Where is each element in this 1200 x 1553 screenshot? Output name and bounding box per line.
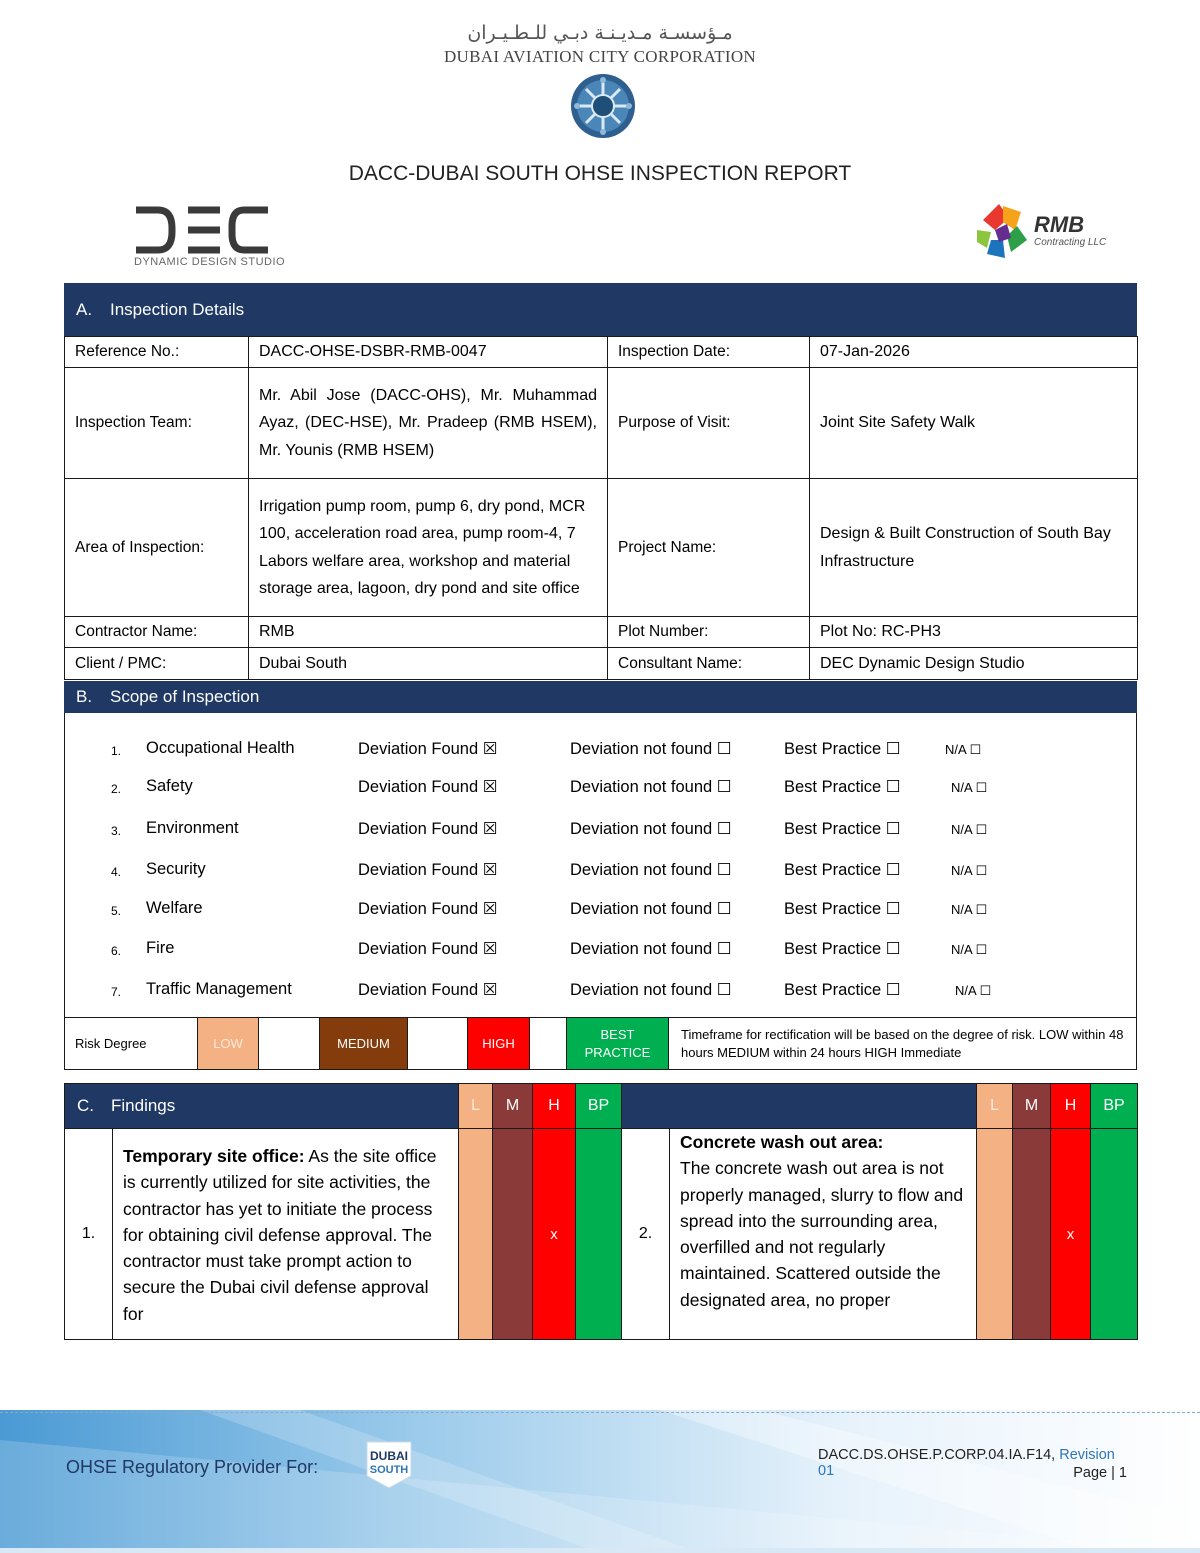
na-checkbox[interactable]: N/A ☐	[951, 822, 988, 837]
scope-category: Environment	[146, 819, 239, 837]
finding-high-mark: x	[533, 1129, 576, 1340]
na-checkbox[interactable]: N/A ☐	[951, 780, 988, 795]
plot-label: Plot Number:	[608, 617, 810, 648]
area-value: Irrigation pump room, pump 6, dry pond, MCR 100, acceleration road area, pump room-4, 7 Labors welfare area, workshop and material storage area, lagoon, dry pond and site office	[249, 479, 608, 617]
contractor-value: RMB	[249, 617, 608, 648]
risk-medium-spacer	[407, 1018, 467, 1069]
risk-high-badge: HIGH	[467, 1018, 529, 1069]
scope-category: Traffic Management	[146, 980, 292, 998]
badge-line1: DUBAI	[370, 1449, 408, 1463]
scope-number: 4.	[111, 865, 122, 879]
report-title: DACC-DUBAI SOUTH OHSE INSPECTION REPORT	[348, 162, 852, 185]
best-practice-checkbox[interactable]: Best Practice ☐	[784, 900, 901, 918]
risk-high-spacer	[529, 1018, 566, 1069]
finding-text: The concrete wash out area is not properly managed, slurry to flow and spread into the surrounding area, overfilled and not regularly maintained. Scattered outside the designated area, no proper	[680, 1158, 964, 1310]
section-c-title: Findings	[111, 1096, 176, 1115]
deviation-not-found-checkbox[interactable]: Deviation not found ☐	[570, 981, 732, 999]
purpose-label: Purpose of Visit:	[608, 368, 810, 479]
deviation-not-found-checkbox[interactable]: Deviation not found ☐	[570, 778, 732, 796]
project-label: Project Name:	[608, 479, 810, 617]
finding-high-mark: x	[1051, 1129, 1091, 1340]
finding-description	[113, 1129, 459, 1340]
section-a-letter: A.	[76, 300, 93, 319]
table-row	[65, 1129, 1138, 1340]
finding-number: 1.	[65, 1129, 113, 1340]
finding-number: 2.	[622, 1129, 670, 1340]
deviation-found-checkbox[interactable]: Deviation Found ☒	[358, 740, 498, 758]
organization-name: DUBAI AVIATION CITY CORPORATION	[443, 47, 756, 66]
best-practice-line1: BEST	[600, 1026, 635, 1042]
scope-category: Security	[146, 860, 206, 878]
finding-description	[670, 1129, 977, 1340]
col-low-header: L	[977, 1084, 1013, 1129]
purpose-value: Joint Site Safety Walk	[810, 368, 1138, 479]
badge-line2: SOUTH	[369, 1464, 409, 1476]
best-practice-checkbox[interactable]: Best Practice ☐	[784, 740, 901, 758]
deviation-found-checkbox[interactable]: Deviation Found ☒	[358, 820, 498, 838]
col-medium-header: M	[493, 1084, 533, 1129]
finding-heading: Concrete wash out area:	[680, 1132, 884, 1152]
deviation-found-checkbox[interactable]: Deviation Found ☒	[358, 778, 498, 796]
col-high-header: H	[533, 1084, 576, 1129]
finding-low-cell	[977, 1129, 1013, 1340]
rmb-logo-icon	[973, 196, 1031, 264]
rectification-timeframe-note: Timeframe for rectification will be based on the degree of risk. LOW within 48 hours MEDIUM within 24 hours HIGH Immediate	[668, 1018, 1136, 1069]
risk-low-spacer	[258, 1018, 319, 1069]
document-code: DACC.DS.OHSE.P.CORP.04.IA.F14,	[818, 1447, 1056, 1463]
inspection-team-value: Mr. Abil Jose (DACC-OHS), Mr. Muhammad Ayaz, (DEC-HSE), Mr. Pradeep (RMB HSEM), Mr. Younis (RMB HSEM)	[249, 368, 608, 479]
col-low-header: L	[459, 1084, 493, 1129]
deviation-found-checkbox[interactable]: Deviation Found ☒	[358, 900, 498, 918]
scope-number: 1.	[111, 744, 122, 758]
scope-number: 5.	[111, 904, 122, 918]
plot-value: Plot No: RC-PH3	[810, 617, 1138, 648]
dec-logo-subtitle: DYNAMIC DESIGN STUDIO	[134, 256, 286, 268]
best-practice-checkbox[interactable]: Best Practice ☐	[784, 981, 901, 999]
na-checkbox[interactable]: N/A ☐	[951, 863, 988, 878]
dubai-south-logo-icon	[363, 1438, 415, 1490]
scope-category: Safety	[146, 777, 193, 795]
reference-label: Reference No.:	[65, 337, 249, 368]
risk-best-practice-badge	[566, 1018, 668, 1069]
reference-value: DACC-OHSE-DSBR-RMB-0047	[249, 337, 608, 368]
table-row	[65, 617, 1138, 648]
inspection-details-table	[64, 336, 1138, 680]
risk-degree-label: Risk Degree	[75, 1036, 147, 1051]
finding-medium-cell	[1013, 1129, 1051, 1340]
page-number: Page | 1	[1073, 1465, 1127, 1481]
consultant-label: Consultant Name:	[608, 648, 810, 680]
rmb-logo-name: RMB	[1034, 212, 1085, 237]
section-b-title: Scope of Inspection	[110, 687, 260, 706]
finding-heading: Temporary site office:	[123, 1146, 305, 1166]
rmb-logo-subtitle: Contracting LLC	[1034, 237, 1107, 248]
risk-degree-legend	[64, 1017, 1137, 1070]
finding-text: As the site office is currently utilized for site activities, the contractor has yet to initiate the process for obtaining civil defense approval. The contractor must take prompt action to secure the Dubai civil defense approval for	[123, 1146, 437, 1324]
scope-category: Welfare	[146, 899, 203, 917]
best-practice-checkbox[interactable]: Best Practice ☐	[784, 820, 901, 838]
organization-arabic-name: مـؤسسـة مـديـنـة دبـي للـطـيـران	[467, 22, 733, 44]
best-practice-checkbox[interactable]: Best Practice ☐	[784, 940, 901, 958]
scope-number: 7.	[111, 985, 122, 999]
scope-number: 2.	[111, 782, 122, 796]
col-best-practice-header: BP	[576, 1084, 622, 1129]
finding-low-cell	[459, 1129, 493, 1340]
na-checkbox[interactable]: N/A ☐	[951, 902, 988, 917]
deviation-found-checkbox[interactable]: Deviation Found ☒	[358, 861, 498, 879]
footer-divider	[0, 1412, 1200, 1413]
inspection-date-label: Inspection Date:	[608, 337, 810, 368]
table-row	[65, 337, 1138, 368]
section-a-header	[64, 283, 1137, 336]
client-label: Client / PMC:	[65, 648, 249, 680]
scope-number: 6.	[111, 944, 122, 958]
findings-table	[64, 1083, 1138, 1340]
table-row	[65, 368, 1138, 479]
scope-of-inspection	[64, 713, 1137, 1017]
section-a-title: Inspection Details	[110, 300, 245, 319]
col-high-header: H	[1051, 1084, 1091, 1129]
best-practice-checkbox[interactable]: Best Practice ☐	[784, 861, 901, 879]
section-b-letter: B.	[76, 687, 93, 706]
findings-header-row	[65, 1084, 1138, 1129]
consultant-value: DEC Dynamic Design Studio	[810, 648, 1138, 680]
deviation-not-found-checkbox[interactable]: Deviation not found ☐	[570, 820, 732, 838]
na-checkbox[interactable]: N/A ☐	[945, 742, 982, 757]
scope-category: Occupational Health	[146, 739, 295, 757]
section-c-letter: C.	[77, 1096, 94, 1115]
best-practice-line2: PRACTICE	[584, 1044, 651, 1060]
inspection-team-label: Inspection Team:	[65, 368, 249, 479]
area-label: Area of Inspection:	[65, 479, 249, 617]
scope-number: 3.	[111, 824, 122, 838]
project-value: Design & Built Construction of South Bay Infrastructure	[810, 479, 1138, 617]
deviation-not-found-checkbox[interactable]: Deviation not found ☐	[570, 900, 732, 918]
na-checkbox[interactable]: N/A ☐	[951, 942, 988, 957]
section-c-header	[65, 1084, 459, 1129]
footer-provider-text: OHSE Regulatory Provider For:	[66, 1457, 319, 1477]
col-medium-header: M	[1013, 1084, 1051, 1129]
contractor-label: Contractor Name:	[65, 617, 249, 648]
client-value: Dubai South	[249, 648, 608, 680]
deviation-found-checkbox[interactable]: Deviation Found ☒	[358, 940, 498, 958]
risk-low-badge: LOW	[197, 1018, 258, 1069]
deviation-found-checkbox[interactable]: Deviation Found ☒	[358, 981, 498, 999]
finding-best-practice-cell	[576, 1129, 622, 1340]
na-checkbox[interactable]: N/A ☐	[955, 983, 992, 998]
best-practice-checkbox[interactable]: Best Practice ☐	[784, 778, 901, 796]
deviation-not-found-checkbox[interactable]: Deviation not found ☐	[570, 940, 732, 958]
scope-category: Fire	[146, 939, 175, 957]
revision-label: Revision 01	[818, 1447, 1115, 1479]
deviation-not-found-checkbox[interactable]: Deviation not found ☐	[570, 861, 732, 879]
table-row	[65, 648, 1138, 680]
section-b-header	[64, 681, 1137, 713]
footer-background	[0, 1410, 1200, 1553]
finding-best-practice-cell	[1091, 1129, 1138, 1340]
dacc-emblem-icon	[569, 72, 637, 140]
finding-medium-cell	[493, 1129, 533, 1340]
deviation-not-found-checkbox[interactable]: Deviation not found ☐	[570, 740, 732, 758]
inspection-date-value: 07-Jan-2026	[810, 337, 1138, 368]
risk-medium-badge: MEDIUM	[319, 1018, 407, 1069]
findings-header-blank	[622, 1084, 977, 1129]
table-row	[65, 479, 1138, 617]
col-best-practice-header: BP	[1091, 1084, 1138, 1129]
